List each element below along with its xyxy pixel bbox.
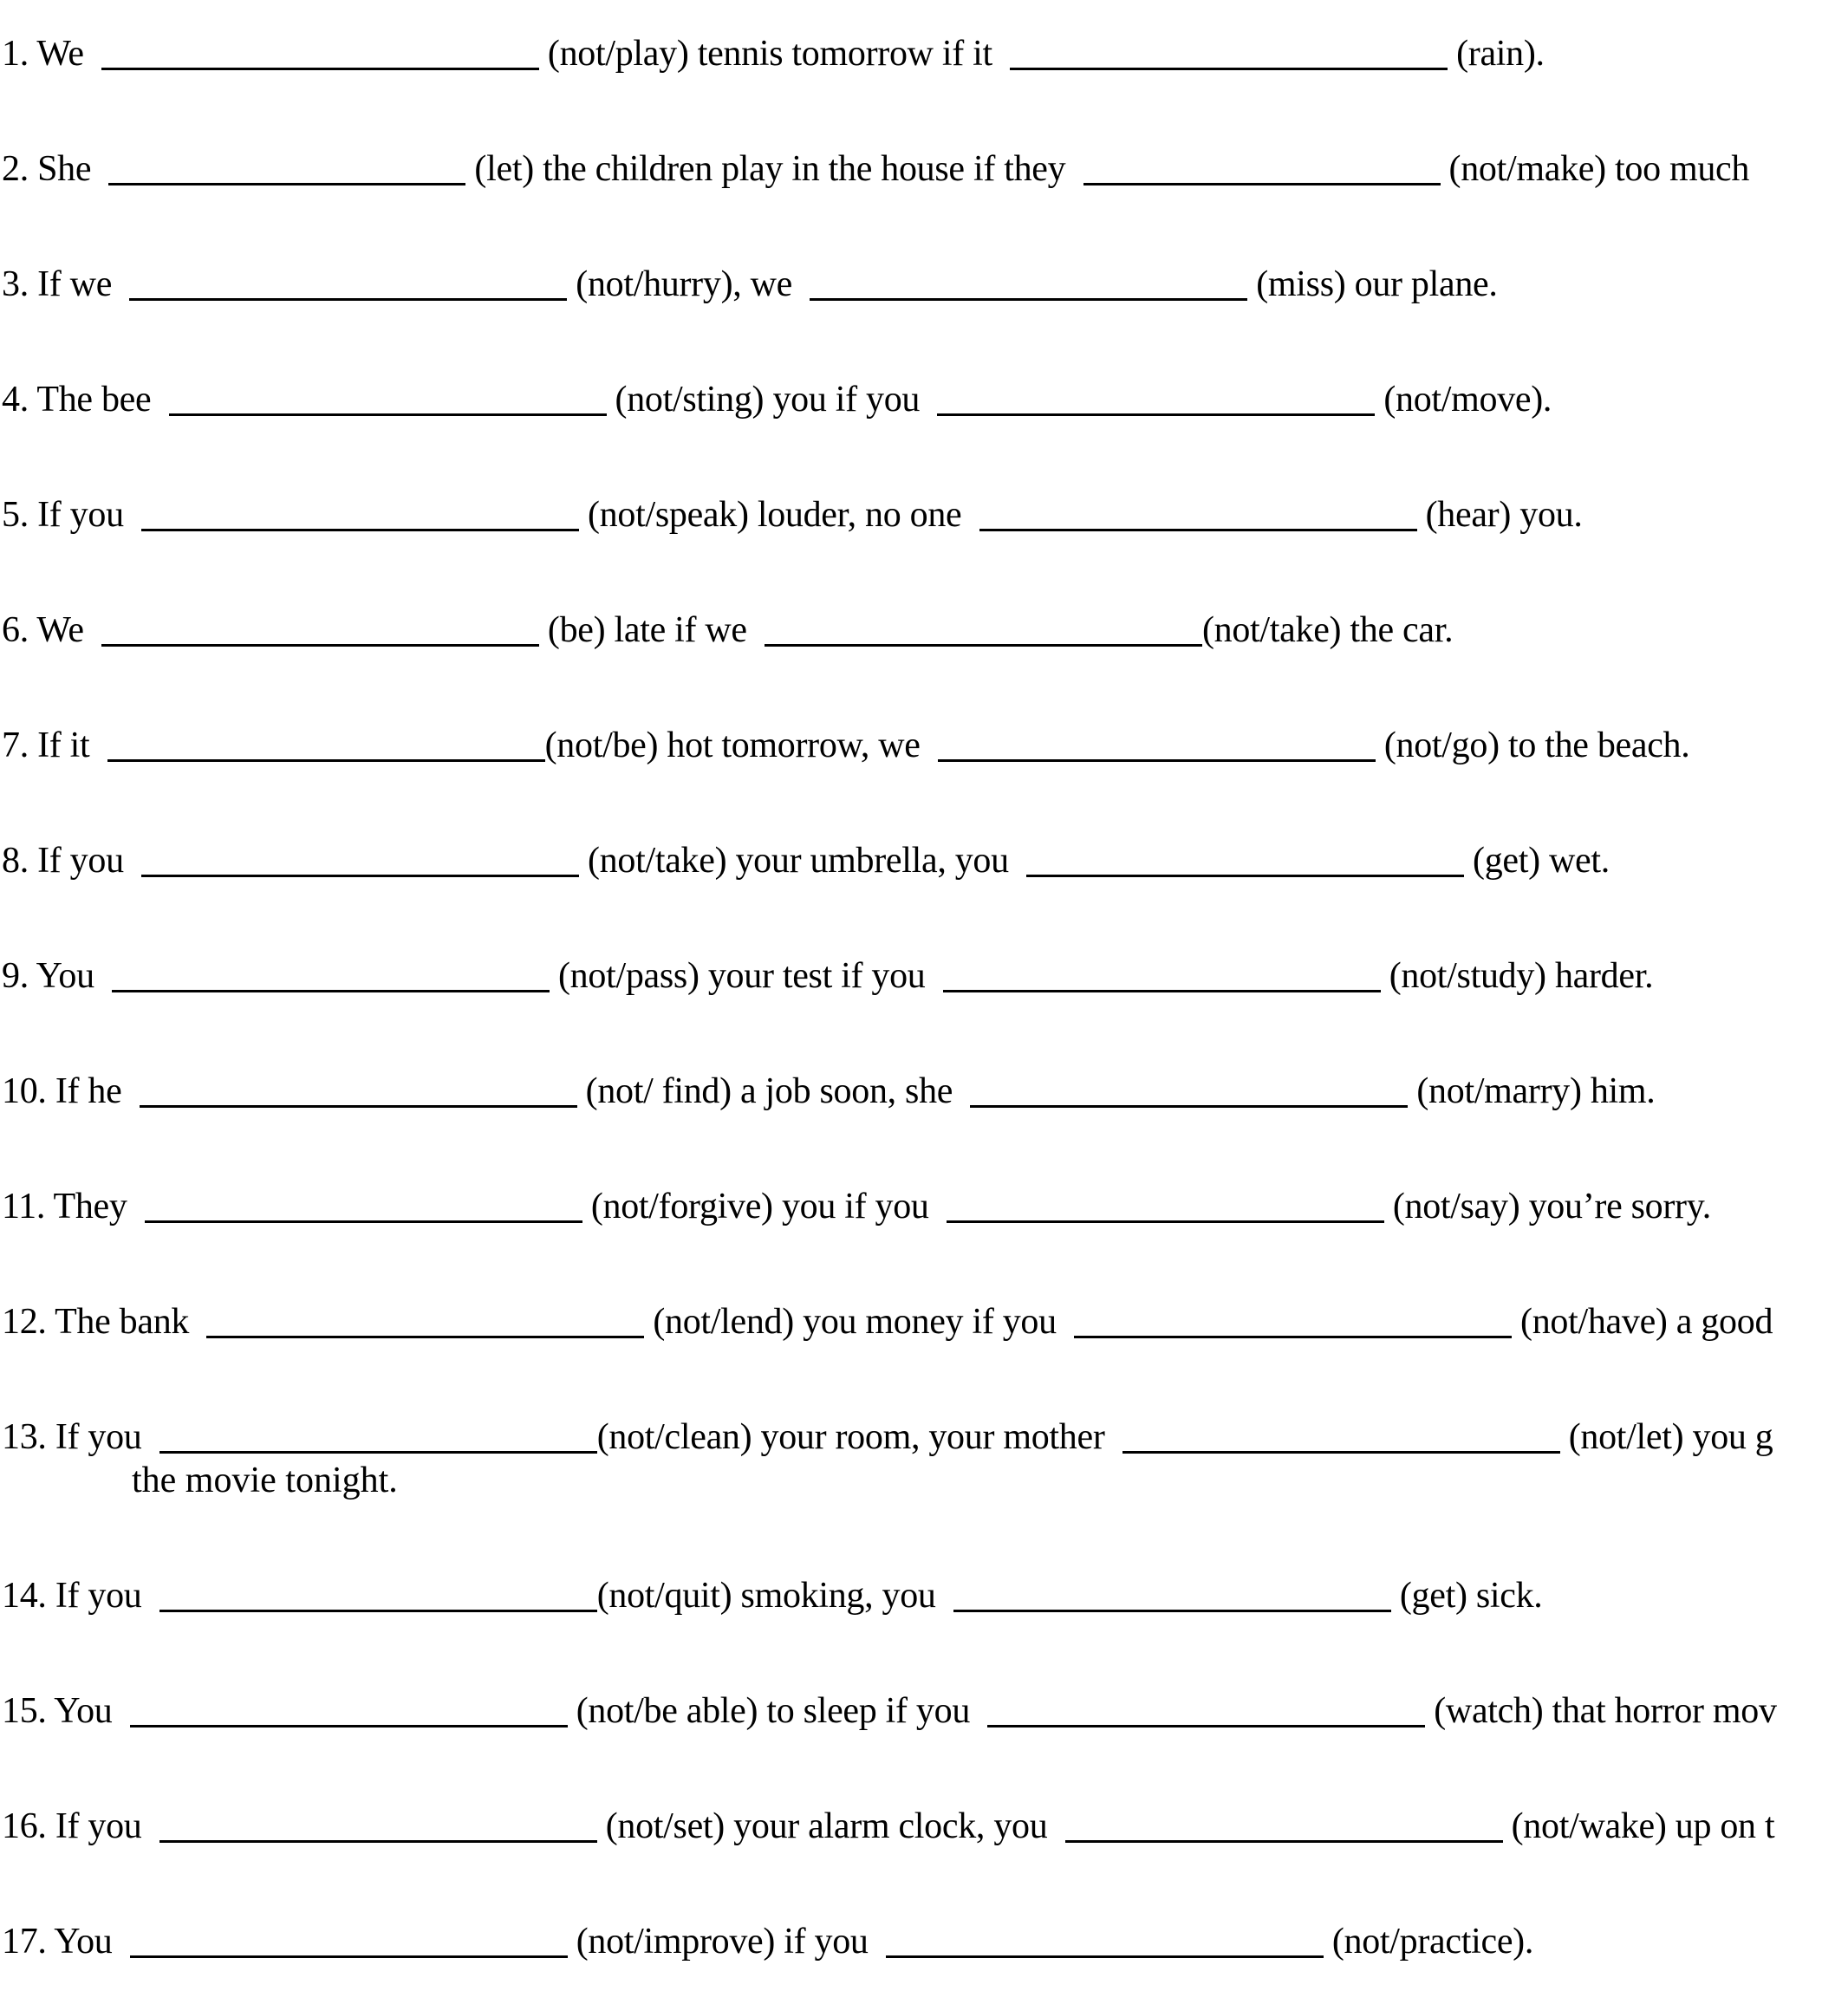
answer-blank-2[interactable] [765,609,1202,647]
item-number: 4. [2,380,29,420]
exercise-item-12 [2,1301,1773,1343]
item-text-start: If you [55,1806,142,1846]
item-text-middle: (not/lend) you money if you [653,1302,1057,1342]
answer-blank-2[interactable] [937,379,1375,416]
item-text-middle: (not/pass) your test if you [558,956,926,996]
item-text-start: They [53,1187,127,1226]
exercise-item-11 [2,1186,1711,1227]
answer-blank-1[interactable] [140,1070,577,1108]
item-text-middle: (not/improve) if you [576,1922,869,1962]
exercise-item-6 [2,609,1453,651]
item-text-start: You [54,1922,113,1962]
item-text-middle: (not/set) your alarm clock, you [605,1806,1048,1846]
answer-blank-2[interactable] [886,1921,1324,1958]
item-text-middle: (not/hurry), we [576,264,793,304]
answer-blank-1[interactable] [101,33,539,70]
item-text-start: If you [37,841,124,881]
item-number: 8. [2,841,29,881]
answer-blank-1[interactable] [129,264,567,301]
item-text-start: The bee [36,380,152,420]
item-text-middle: (let) the children play in the house if they [474,149,1066,189]
item-text-middle: (be) late if we [547,610,747,650]
item-text-middle: (not/quit) smoking, you [596,1576,936,1616]
item-text-end: (not/let) you g [1568,1417,1773,1457]
item-text-start: We [36,34,84,74]
answer-blank-1[interactable] [108,148,465,185]
item-text-end: (get) wet. [1473,841,1610,881]
item-text-start: You [36,956,94,996]
exercise-item-1 [2,33,1545,75]
item-number: 6. [2,610,29,650]
answer-blank-2[interactable] [810,264,1247,301]
answer-blank-1[interactable] [141,494,579,531]
exercise-item-4 [2,379,1552,420]
exercise-item-3 [2,264,1498,305]
answer-blank-1[interactable] [159,1806,597,1843]
item-text-end: (not/wake) up on t [1511,1806,1775,1846]
item-number: 15. [2,1691,47,1731]
answer-blank-2[interactable] [938,725,1376,762]
item-text-start: If you [37,495,124,535]
answer-blank-2[interactable] [979,494,1417,531]
answer-blank-2[interactable] [953,1575,1391,1612]
item-text-start: If you [55,1417,142,1457]
answer-blank-1[interactable] [130,1690,568,1727]
answer-blank-1[interactable] [107,725,545,762]
item-text-middle: (not/speak) louder, no one [588,495,962,535]
answer-blank-2[interactable] [1074,1301,1512,1338]
item-text-end: (not/say) you’re sorry. [1392,1187,1711,1226]
item-number: 14. [2,1576,47,1616]
item-number: 13. [2,1417,47,1457]
exercise-item-16 [2,1806,1774,1847]
item-text-middle: (not/sting) you if you [615,380,921,420]
item-text-start: If we [37,264,113,304]
item-text-start: We [36,610,84,650]
exercise-item-14 [2,1575,1542,1617]
answer-blank-1[interactable] [130,1921,568,1958]
item-text-middle: (not/ find) a job soon, she [585,1071,953,1111]
item-number: 5. [2,495,29,535]
item-text-end: (not/have) a good [1520,1302,1773,1342]
item-text-end: (rain). [1456,34,1545,74]
answer-blank-1[interactable] [101,609,539,647]
item-text-end: (not/go) to the beach. [1383,725,1690,765]
exercise-item-5 [2,494,1583,536]
item-number: 7. [2,725,29,765]
item-text-start: If you [55,1576,142,1616]
item-number: 17. [2,1922,47,1962]
exercise-item-13 [2,1416,1773,1458]
item-text-end: (not/practice). [1331,1922,1534,1962]
answer-blank-2[interactable] [1026,840,1464,877]
item-number: 10. [2,1071,47,1111]
item-text-end: (not/take) the car. [1201,610,1454,650]
item-text-middle: (not/clean) your room, your mother [596,1417,1105,1457]
answer-blank-1[interactable] [169,379,607,416]
item-text-end: (watch) that horror mov [1434,1691,1777,1731]
answer-blank-2[interactable] [1122,1416,1560,1454]
answer-blank-2[interactable] [1065,1806,1503,1843]
answer-blank-1[interactable] [145,1186,582,1223]
exercise-item-10 [2,1070,1656,1112]
answer-blank-1[interactable] [112,955,550,992]
item-text-start: If it [37,725,90,765]
item-number: 1. [2,34,29,74]
item-text-end: (not/marry) him. [1416,1071,1656,1111]
answer-blank-2[interactable] [943,955,1381,992]
item-text-start: You [54,1691,113,1731]
item-13-continuation: the movie tonight. [132,1461,398,1500]
exercise-item-17 [2,1921,1533,1962]
item-text-end: (not/move). [1383,380,1552,420]
item-number: 11. [2,1187,46,1226]
item-text-middle: (not/take) your umbrella, you [588,841,1009,881]
item-text-start: She [37,149,92,189]
item-text-middle: (not/forgive) you if you [590,1187,929,1226]
item-number: 9. [2,956,29,996]
item-text-start: If he [55,1071,122,1111]
item-text-end: (hear) you. [1425,495,1583,535]
answer-blank-2[interactable] [1083,148,1441,185]
answer-blank-1[interactable] [141,840,579,877]
exercise-item-8 [2,840,1610,882]
answer-blank-2[interactable] [970,1070,1408,1108]
item-text-middle: (not/be able) to sleep if you [576,1691,971,1731]
exercise-item-15 [2,1690,1777,1732]
item-text-start: The bank [55,1302,190,1342]
item-text-end: (miss) our plane. [1256,264,1498,304]
item-text-end: (not/study) harder. [1389,956,1654,996]
answer-blank-2[interactable] [1010,33,1448,70]
item-text-middle: (not/play) tennis tomorrow if it [547,34,992,74]
answer-blank-1[interactable] [206,1301,644,1338]
answer-blank-2[interactable] [947,1186,1384,1223]
item-number: 12. [2,1302,47,1342]
exercise-item-7 [2,725,1689,766]
item-number: 3. [2,264,29,304]
answer-blank-2[interactable] [987,1690,1425,1727]
item-text-end: (get) sick. [1399,1576,1543,1616]
item-number: 16. [2,1806,47,1846]
exercise-item-2 [2,148,1749,190]
item-text-middle: (not/be) hot tomorrow, we [544,725,921,765]
answer-blank-1[interactable] [159,1575,597,1612]
item-number: 2. [2,149,29,189]
answer-blank-1[interactable] [159,1416,597,1454]
exercise-item-9 [2,955,1653,997]
item-text-end: (not/make) too much [1448,149,1750,189]
